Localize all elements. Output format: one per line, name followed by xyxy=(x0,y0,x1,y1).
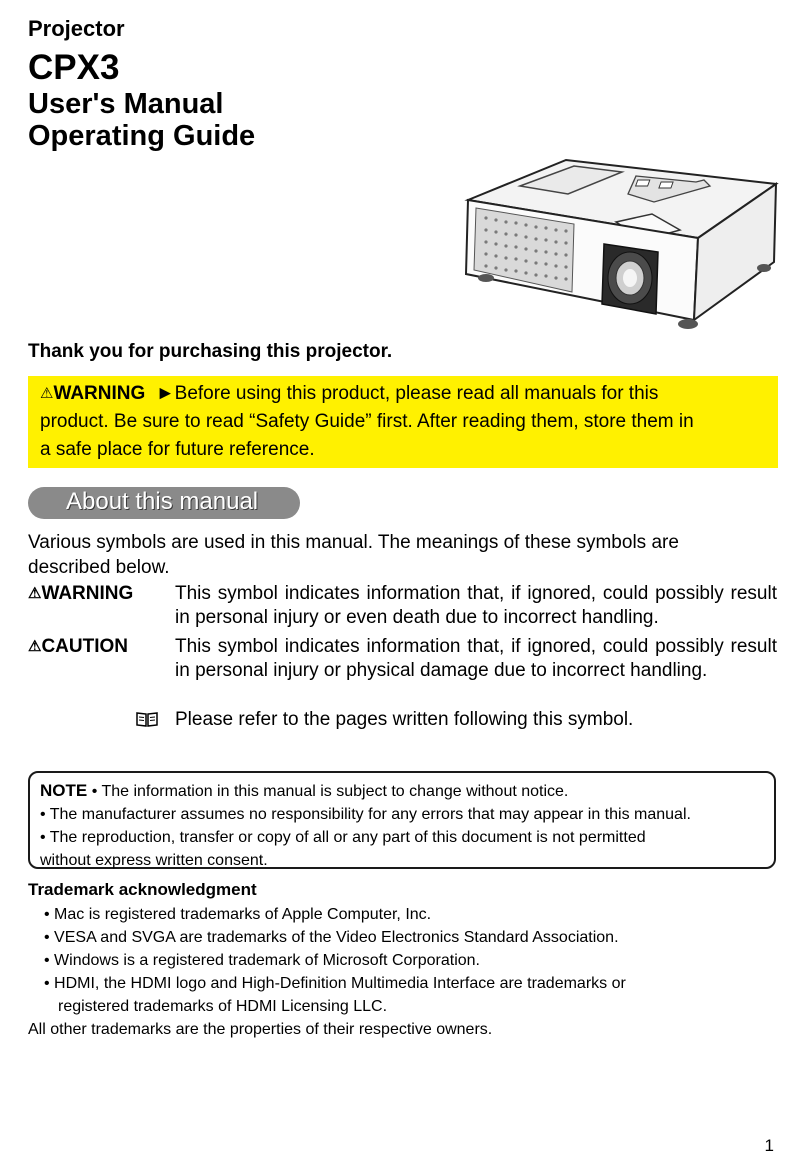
warning-triangle-icon: ⚠ xyxy=(28,585,42,602)
trademark-item-continuation: registered trademarks of HDMI Licensing LLC. xyxy=(58,998,388,1015)
note-line1: • The information in this manual is subject to change without notice. xyxy=(91,783,569,800)
thanks-text: Thank you for purchasing this projector. xyxy=(28,341,393,362)
warning-text-line1: Before using this product, please read all manuals for this xyxy=(174,383,659,404)
trademark-title: Trademark acknowledgment xyxy=(28,880,257,899)
symbol-warning-text: This symbol indicates information that, if ignored, could possibly result in personal injury or even death due to incorrect handling. xyxy=(175,583,777,628)
manual-title-line2: Operating Guide xyxy=(28,120,256,152)
model-name: CPX3 xyxy=(28,48,120,87)
warning-box xyxy=(28,376,778,468)
section-title-pill xyxy=(28,487,300,519)
intro-line1: Various symbols are used in this manual. The meanings of these symbols are xyxy=(28,532,679,553)
trademark-item: • HDMI, the HDMI logo and High-Definition Multimedia Interface are trademarks or xyxy=(44,975,626,992)
page-number: 1 xyxy=(764,1136,774,1155)
trademark-item: • Mac is registered trademarks of Apple Computer, Inc. xyxy=(44,906,432,923)
intro-line2: described below. xyxy=(28,557,170,578)
trademark-list xyxy=(28,903,788,1041)
symbol-book-text: Please refer to the pages written following this symbol. xyxy=(175,709,634,730)
warning-label: WARNING xyxy=(53,383,146,404)
section-intro xyxy=(28,530,788,580)
symbol-caution-label: CAUTION xyxy=(41,636,129,657)
manual-title-line1: User's Manual xyxy=(28,88,224,120)
book-icon xyxy=(136,711,158,728)
note-label: NOTE xyxy=(40,781,88,800)
symbol-caution-text: This symbol indicates information that, if ignored, could possibly result in personal injury or physical damage due to incorrect handling. xyxy=(175,636,777,681)
caution-triangle-icon: ⚠ xyxy=(28,638,42,655)
note-box xyxy=(28,771,776,869)
product-category: Projector xyxy=(28,16,125,41)
arrow-icon: ► xyxy=(150,383,175,404)
trademark-item: • VESA and SVGA are trademarks of the Video Electronics Standard Association. xyxy=(44,929,619,946)
warning-text-line2: product. Be sure to read “Safety Guide” first. After reading them, store them in xyxy=(40,411,694,432)
warning-text-line3: a safe place for future reference. xyxy=(40,439,315,460)
symbol-warning-label: WARNING xyxy=(41,583,134,604)
note-line2: • The manufacturer assumes no responsibility for any errors that may appear in this manual. xyxy=(40,806,691,823)
trademark-footer: All other trademarks are the properties of their respective owners. xyxy=(28,1021,493,1038)
note-line3: • The reproduction, transfer or copy of all or any part of this document is not permitted xyxy=(40,829,646,846)
section-title: About this manual xyxy=(66,488,259,515)
warning-triangle-icon: ⚠ xyxy=(40,385,54,402)
trademark-item: • Windows is a registered trademark of Microsoft Corporation. xyxy=(44,952,480,969)
projector-illustration xyxy=(458,152,784,334)
note-line4: without express written consent. xyxy=(40,852,268,869)
